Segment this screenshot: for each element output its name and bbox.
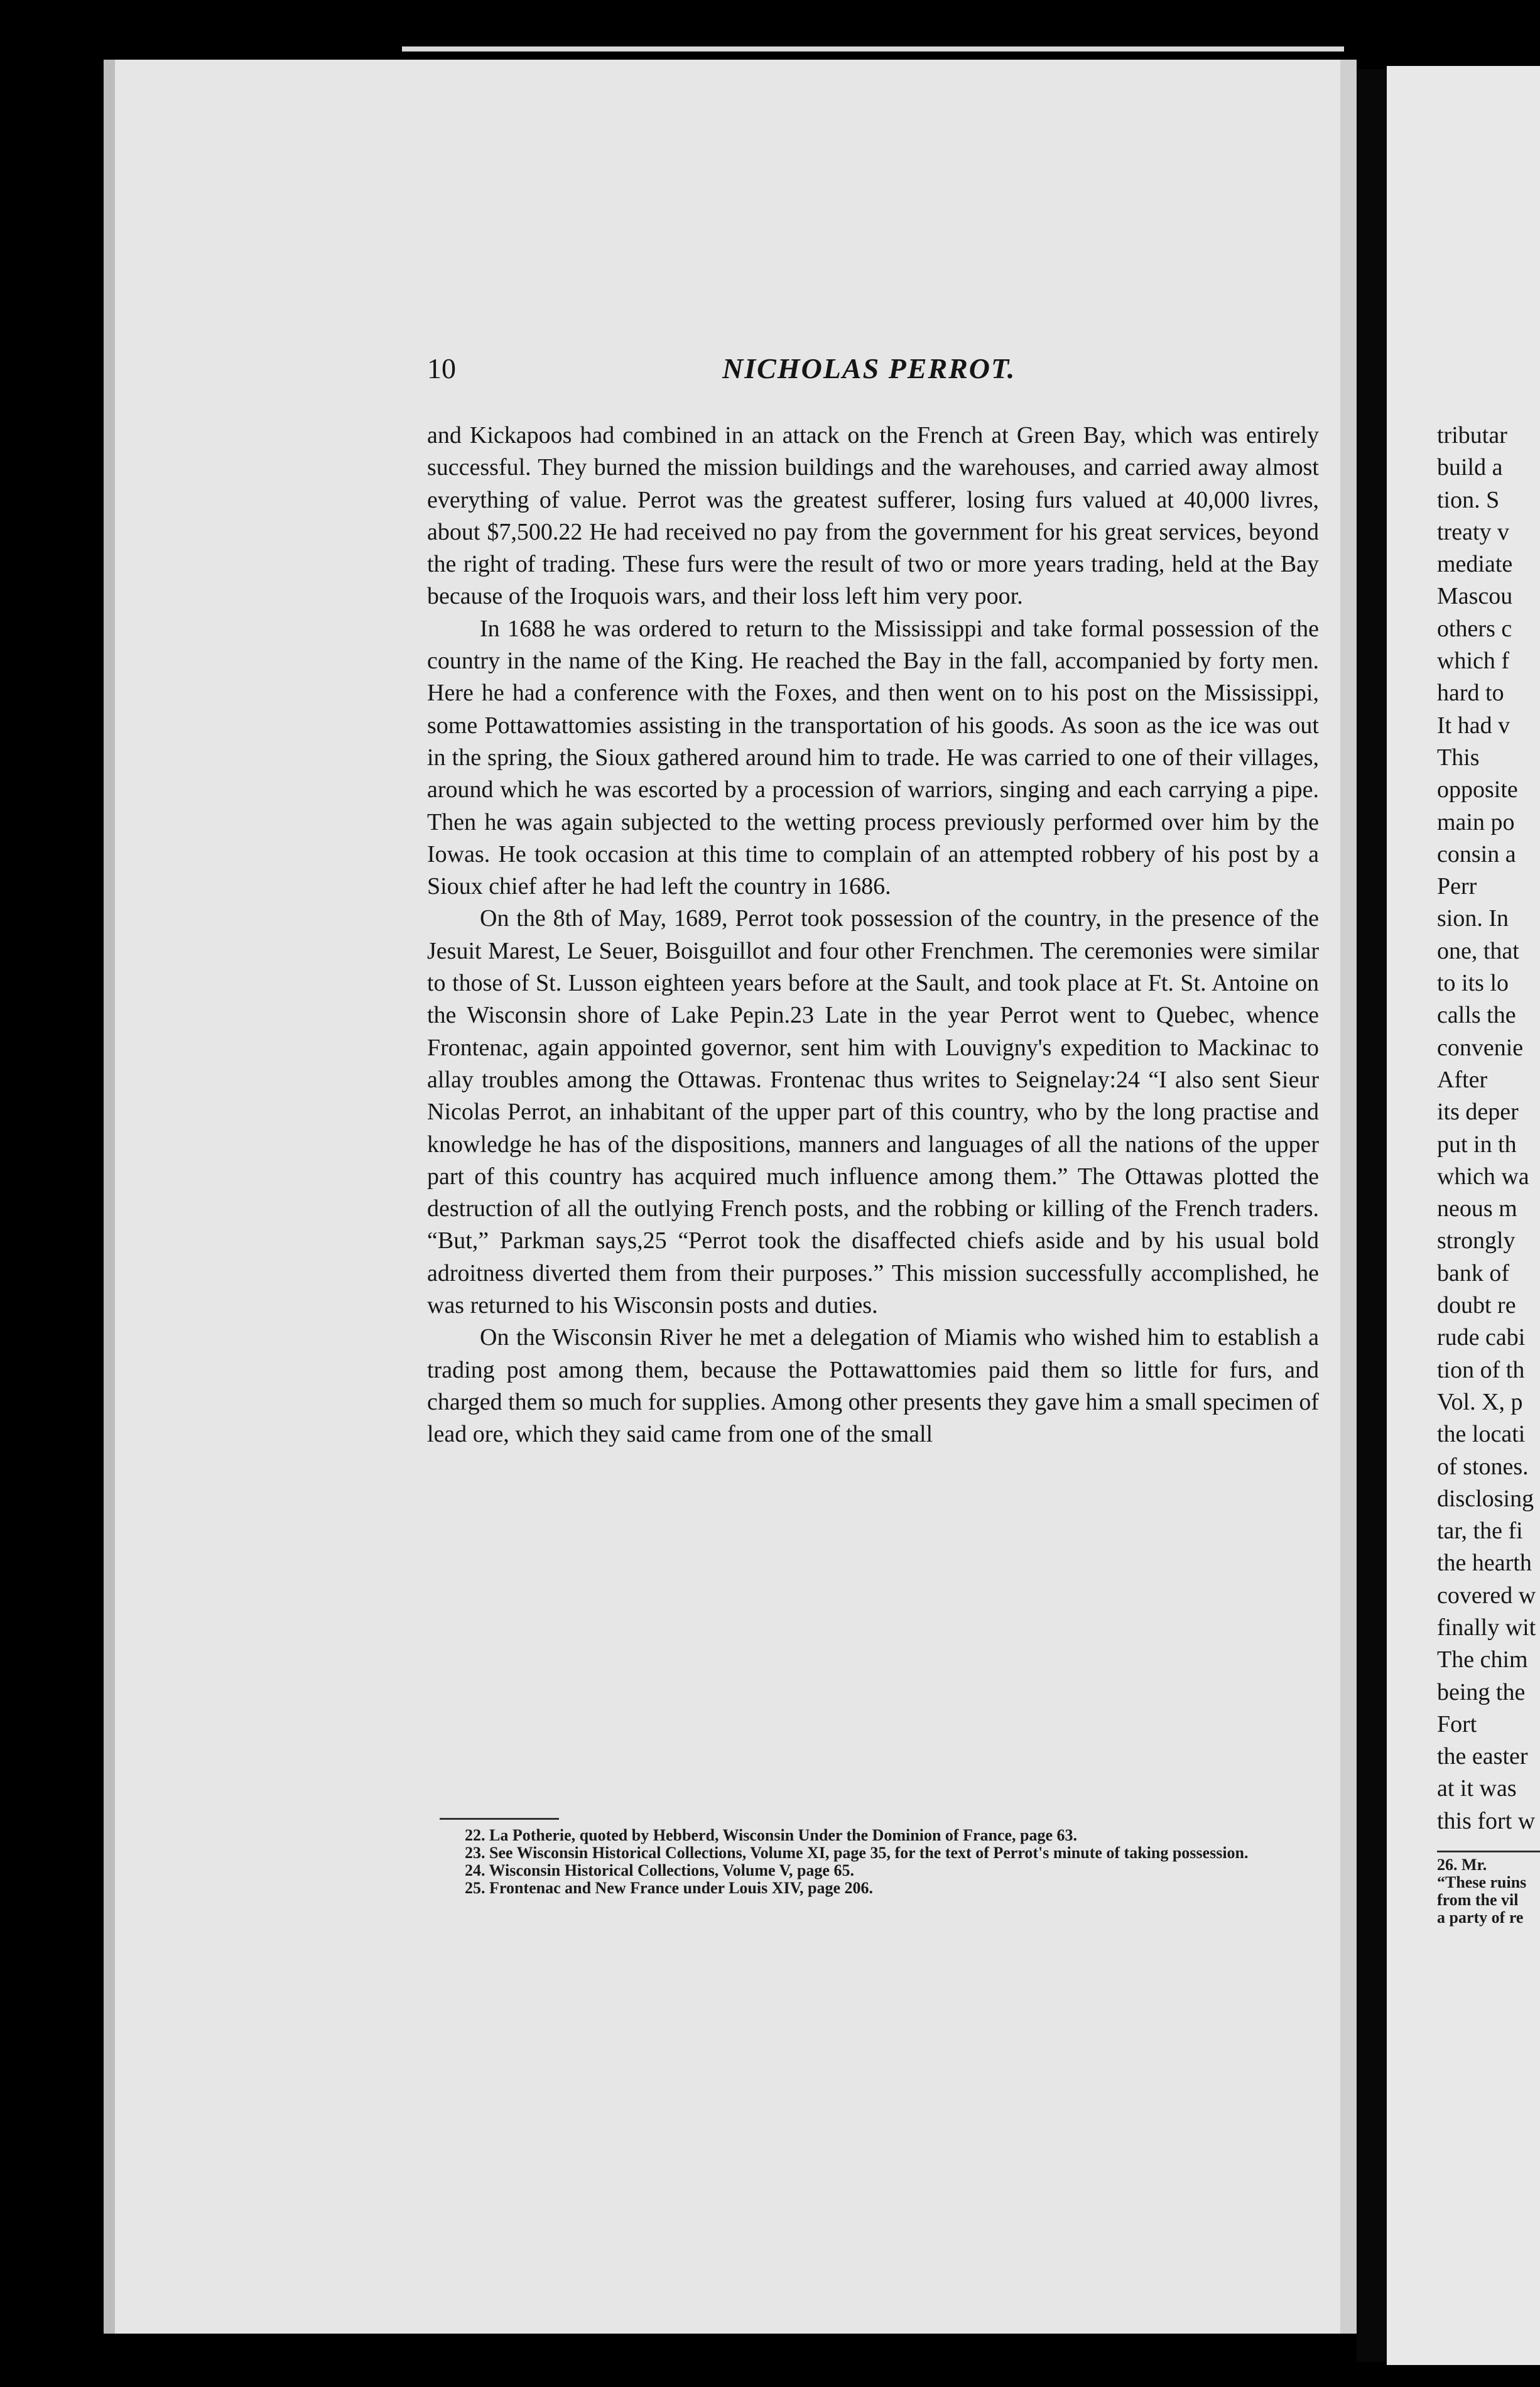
right-page-line: This (1437, 744, 1480, 771)
right-page-line: Perr (1437, 873, 1477, 900)
right-page-line: treaty v (1437, 518, 1510, 545)
right-page-line: the locati (1437, 1421, 1526, 1448)
right-page-footnote-line: “These ruins (1437, 1873, 1527, 1891)
right-page-footnote-line: a party of re (1437, 1908, 1524, 1927)
footnotes (427, 1827, 1319, 1897)
right-page-line: consin a (1437, 840, 1516, 867)
right-page-footnote-line: from the vil (1437, 1891, 1519, 1909)
right-page-line: tion. S (1437, 486, 1500, 513)
page-header (427, 352, 1319, 389)
right-page-line: bank of (1437, 1259, 1510, 1286)
right-page-line: opposite (1437, 776, 1518, 803)
right-footnote-rule (1437, 1851, 1540, 1852)
right-page-line: It had v (1437, 712, 1510, 739)
right-page-text (1437, 420, 1540, 1837)
paragraph-2: In 1688 he was ordered to return to the Mississippi and take formal possession of the country in the name of the King. He reached the Bay in the fall, accompanied by forty men. Here he had a conference with the Foxes, and then went on to his post on the Mississippi, some Pottawattomies assisting in the transportation of his goods. As soon as the ice was out in the spring, the Sioux gathered around him to trade. He was carried to one of their villages, around which he was escorted by a procession of warriors, singing and each carrying a pipe. Then he was again subjected to the wetting process previously performed over him by the Iowas. He took occasion at this time to complain of an attempted robbery of his post by a Sioux chief after he had left the country in 1686. (427, 615, 1319, 900)
right-page-line: disclosing (1437, 1485, 1534, 1512)
right-page-line: finally wit (1437, 1614, 1536, 1641)
page-number: 10 (427, 352, 456, 384)
footnote-23: 23. See Wisconsin Historical Collections, Volume XI, page 35, for the text of Perrot's minute of taking possession. (465, 1844, 1249, 1862)
right-page-line: doubt re (1437, 1292, 1516, 1319)
right-page-line: its deper (1437, 1099, 1519, 1126)
right-page-line: Fort (1437, 1710, 1477, 1737)
right-page-line: sion. In (1437, 905, 1509, 932)
right-page-line: main po (1437, 808, 1515, 835)
right-page-line: the hearth (1437, 1550, 1532, 1577)
right-page-line: tar, the fi (1437, 1518, 1523, 1545)
right-page-line: covered w (1437, 1582, 1536, 1609)
right-page-line: the easter (1437, 1743, 1528, 1770)
footnote-22: 22. La Potherie, quoted by Hebberd, Wisconsin Under the Dominion of France, page 63. (465, 1826, 1078, 1844)
right-page-line: neous m (1437, 1195, 1517, 1222)
paragraph-4: On the Wisconsin River he met a delegation of Miamis who wished him to establish a trading post among them, because the Pottawattomies paid them so little for furs, and charged them so much for supplies. Among other presents they gave him a small specimen of lead ore, which they said came from one of the small (427, 1324, 1319, 1448)
right-page-line: at it was (1437, 1775, 1517, 1802)
right-page-line: rude cabi (1437, 1324, 1526, 1351)
right-page-line: to its lo (1437, 970, 1509, 997)
right-page-line: others c (1437, 615, 1512, 642)
right-page-footnote-line: 26. Mr. (1437, 1856, 1487, 1874)
footnote-25: 25. Frontenac and New France under Louis XIV, page 206. (465, 1879, 874, 1897)
right-page-line: mediate (1437, 551, 1513, 578)
right-page-line: put in th (1437, 1131, 1517, 1158)
right-page-line: tributar (1437, 422, 1507, 449)
right-page-line: of stones. (1437, 1453, 1529, 1480)
running-title: NICHOLAS PERROT. (722, 352, 1016, 384)
page-top-edge (402, 46, 1344, 52)
right-page-line: which wa (1437, 1163, 1529, 1190)
footnote-24: 24. Wisconsin Historical Collections, Volume V, page 65. (465, 1861, 854, 1879)
right-page-line: which f (1437, 648, 1510, 675)
right-page-line: tion of th (1437, 1356, 1525, 1383)
right-page-line: one, that (1437, 937, 1519, 964)
right-page-line: The chim (1437, 1646, 1528, 1673)
right-page-line: this fort w (1437, 1807, 1536, 1834)
paragraph-1: and Kickapoos had combined in an attack on the French at Green Bay, which was entirely successful. They burned the mission buildings and the warehouses, and carried away almost everything of value. Perrot was the greatest sufferer, losing furs valued at 40,000 livres, about $7,500.22 He had received no pay from the government for his great services, beyond the right of trading. These furs were the result of two or more years trading, held at the Bay because of the Iroquois wars, and their loss left him very poor. (427, 422, 1319, 610)
right-page-line: calls the (1437, 1002, 1516, 1029)
right-page-footnotes (1437, 1856, 1540, 1927)
right-page-line: Vol. X, p (1437, 1388, 1523, 1415)
footnote-rule (440, 1818, 559, 1820)
right-page-line: being the (1437, 1678, 1526, 1705)
body-text (427, 420, 1319, 1451)
book-gutter (1357, 69, 1387, 2362)
right-page-line: hard to (1437, 680, 1504, 707)
right-page-line: strongly (1437, 1227, 1516, 1254)
right-page-line: After (1437, 1066, 1488, 1093)
right-page-line: Mascou (1437, 583, 1513, 610)
right-page-line: build a (1437, 454, 1503, 481)
paragraph-3: On the 8th of May, 1689, Perrot took possession of the country, in the presence of the Jesuit Marest, Le Seuer, Boisguillot and four other Frenchmen. The ceremonies were similar to those of St. Lusson eighteen years before at the Sault, and took place at Ft. St. Antoine on the Wisconsin shore of Lake Pepin.23 Late in the year Perrot went to Quebec, whence Frontenac, again appointed governor, sent him with Louvigny's expedition to Mackinac to allay troubles among the Ottawas. Frontenac thus writes to Seignelay:24 “I also sent Sieur Nicolas Perrot, an inhabitant of the upper part of this country, who by the long practise and knowledge he has of the dispositions, manners and languages of all the nations of the upper part of this country has acquired much influence among them.” The Ottawas plotted the destruction of all the outlying French posts, and the robbing or killing of the French traders. “But,” Parkman says,25 “Perrot took the disaffected chiefs aside and by his usual bold adroitness diverted them from their purposes.” This mission successfully accomplished, he was returned to his Wisconsin posts and duties. (427, 905, 1319, 1319)
right-page-line: convenie (1437, 1034, 1524, 1061)
